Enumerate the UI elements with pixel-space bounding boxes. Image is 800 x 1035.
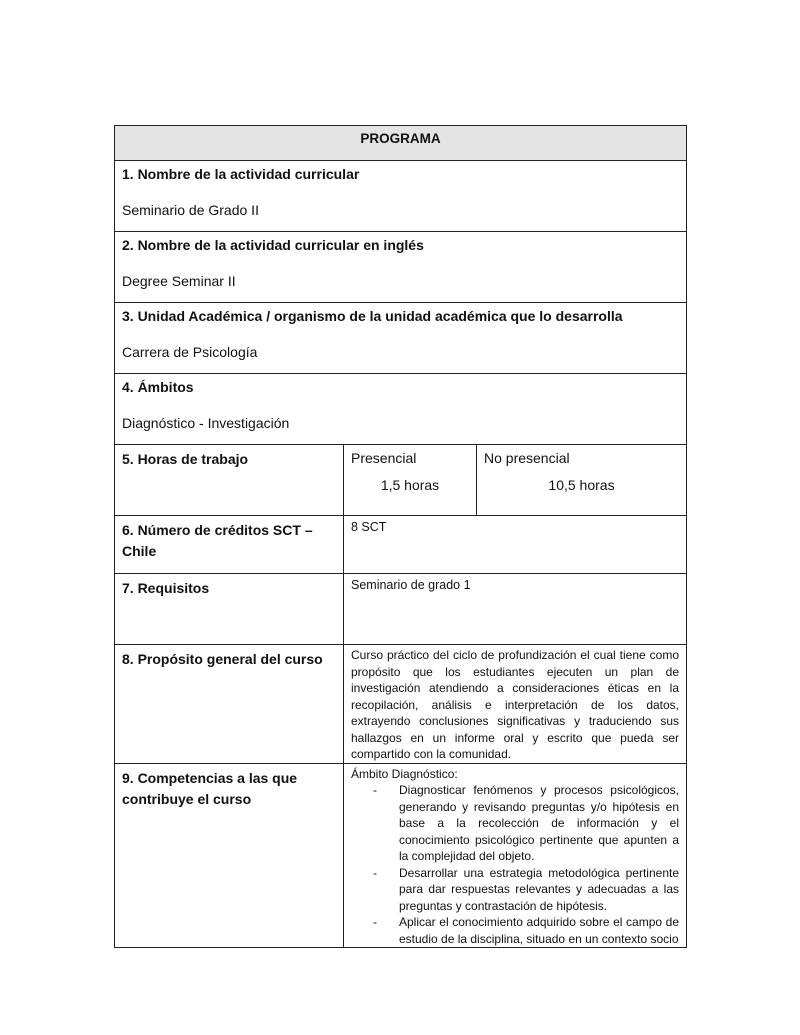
- presencial-value: 1,5 horas: [380, 477, 440, 493]
- no-presencial-label: No presencial: [484, 450, 570, 466]
- competencies-scope-label: Ámbito Diagnóstico:: [351, 766, 458, 781]
- section-title: 2. Nombre de la actividad curricular en inglés: [122, 237, 424, 253]
- competency-text: Diagnosticar fenómenos y procesos psicológicos, generando y revisando preguntas y/o hipótesis en base a la recolección de información y el conocimiento psicológico pertinente que apunten a la complejidad del objeto.: [399, 783, 680, 863]
- competency-text: Desarrollar una estrategia metodológica pertinente para dar respuestas relevantes y adecuadas a las preguntas y contrastación de hipótesis.: [399, 865, 680, 913]
- competencies-list: [351, 782, 679, 947]
- section-requirements-title: 7. Requisitos: [115, 574, 344, 645]
- section-value: Degree Seminar II: [122, 273, 236, 289]
- section-competencies-value: [344, 763, 687, 948]
- bullet-dash: -: [373, 915, 377, 929]
- section-activity-name-english: [115, 232, 687, 303]
- section-credits-title: 6. Número de créditos SCT – Chile: [115, 516, 344, 574]
- list-item: [351, 782, 679, 865]
- presencial-label: Presencial: [351, 450, 417, 466]
- bullet-dash: -: [373, 783, 377, 797]
- list-item: [351, 865, 679, 915]
- section-academic-unit: [115, 303, 687, 374]
- work-hours-presencial: [344, 445, 477, 516]
- section-title: 4. Ámbitos: [122, 379, 194, 395]
- list-item: [351, 914, 679, 947]
- section-value: Diagnóstico - Investigación: [122, 415, 290, 431]
- section-work-hours-title: 5. Horas de trabajo: [115, 445, 344, 516]
- competency-text: Aplicar el conocimiento adquirido sobre el campo de estudio de la disciplina, situado en un contexto socio: [399, 915, 680, 946]
- program-header: PROGRAMA: [115, 126, 687, 161]
- section-value: Seminario de Grado II: [122, 202, 259, 218]
- section-activity-name: [115, 161, 687, 232]
- section-purpose-title: 8. Propósito general del curso: [115, 645, 344, 764]
- section-requirements-value: Seminario de grado 1: [344, 574, 687, 645]
- work-hours-no-presencial: [477, 445, 687, 516]
- section-title: 1. Nombre de la actividad curricular: [122, 166, 360, 182]
- no-presencial-value: 10,5 horas: [548, 477, 615, 493]
- section-credits-value: 8 SCT: [344, 516, 687, 574]
- program-table: [114, 125, 687, 948]
- section-competencies-title: 9. Competencias a las que contribuye el curso: [115, 763, 344, 948]
- section-scopes: [115, 374, 687, 445]
- section-title: 3. Unidad Académica / organismo de la unidad académica que lo desarrolla: [122, 308, 623, 324]
- section-value: Carrera de Psicología: [122, 344, 258, 360]
- bullet-dash: -: [373, 865, 377, 880]
- section-purpose-value: Curso práctico del ciclo de profundización el cual tiene como propósito que los estudiantes ejecuten un plan de investigación atendiendo a consideraciones éticas en la recopilación, análisis e interpretación de los datos, extrayendo conclusiones significativas y traduciendo sus hallazgos en un informe oral y escrito que pueda ser compartido con la comunidad.: [344, 645, 687, 764]
